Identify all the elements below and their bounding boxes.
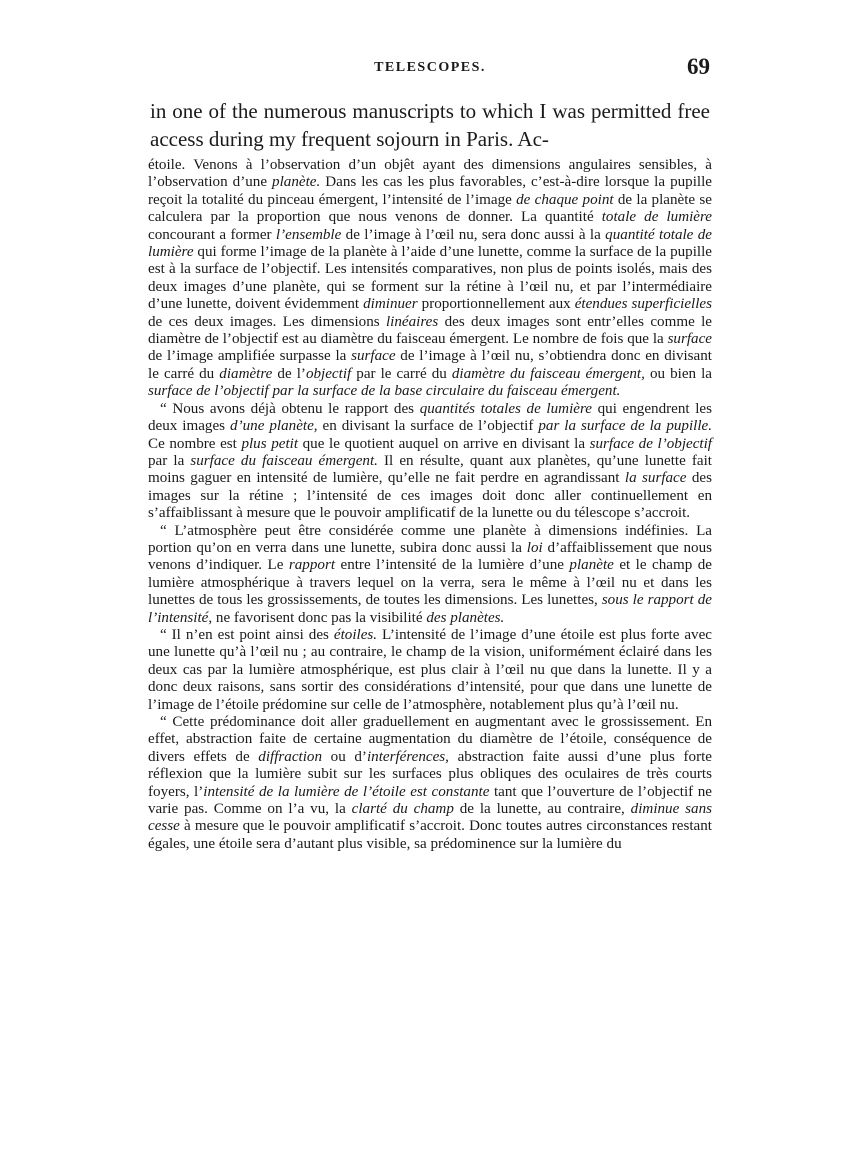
italic-text: planète. (272, 174, 321, 191)
text-run: Dans les cas les plus favorables, c’est-à-dire lorsque la pupille reçoit la totalité du pinceau émergent, l’intensité de l’image (148, 174, 712, 208)
page-number: 69 (687, 54, 710, 79)
quoted-french-text (148, 157, 712, 853)
paragraph (148, 401, 712, 523)
italic-text: linéaires (385, 313, 439, 330)
text-run: entre l’intensité de la lumière d’une (335, 557, 570, 574)
text-run: des images sur la rétine ; l’intensité de ces images doit donc aller continuellement en s’affaiblissant à mesure que le pouvoir amplificatif de la lunette ou du télescope s’accroit. (148, 470, 712, 522)
italic-text: plus petit (241, 435, 299, 452)
text-run: concourant a former (148, 226, 276, 243)
text-run: d’affaiblissement que nous venons d’indiquer. Le (148, 539, 712, 574)
italic-text: diminue sans cesse (148, 801, 712, 835)
text-run: de ces deux images. Les dimensions (148, 313, 386, 330)
italic-text: diminuer (363, 296, 418, 313)
text-run: ou d’ (322, 748, 367, 765)
text-run: étoile. Venons à l’observation d’un objêt ayant des dimensions angulaires sensibles, à l’observation d’une (148, 157, 712, 191)
intro-paragraph: in one of the numerous manuscripts to which I was permitted free access during my frequent sojourn in Paris. Ac- (150, 99, 710, 151)
italic-text: rapport (288, 557, 336, 574)
text-run: “ Il n’en est point ainsi des (160, 626, 334, 643)
italic-text: de chaque point (516, 191, 614, 208)
italic-text: diffraction (258, 748, 323, 765)
page-header (150, 54, 710, 86)
italic-text: objectif (305, 365, 352, 382)
italic-text: d’une planète, (230, 418, 318, 435)
text-run: par la (148, 452, 191, 469)
text-run: en divisant la surface de l’objectif (317, 418, 539, 435)
italic-text: surface de l’objectif (589, 435, 712, 452)
italic-text: loi (526, 539, 543, 556)
italic-text: clarté du champ (351, 801, 454, 818)
text-run: “ Nous avons déjà obtenu le rapport des (160, 400, 420, 417)
text-run: tant que l’ouverture de l’objectif ne varie pas. Comme on l’a vu, la (148, 783, 712, 818)
running-title: TELESCOPES. (374, 60, 486, 75)
text-run: de l’image à l’œil nu, s’obtiendra donc en divisant le carré du (148, 348, 712, 382)
text-run: de la planète se calculera par la proportion que nous venons de donner. La quantité (148, 191, 712, 226)
italic-text: surface de l’objectif par la surface de la base circulaire du faisceau émergent. (148, 383, 621, 400)
italic-text: totale de lumière (601, 209, 713, 226)
paragraph (148, 714, 712, 853)
italic-text: surface du faisceau émergent. (190, 452, 378, 469)
italic-text: quantités totales de lumière (419, 400, 592, 417)
italic-text: surface (351, 348, 396, 365)
text-run: L’intensité de l’image d’une étoile est plus forte avec une lunette qu’à l’œil nu ; au contraire, le champ de la vision, uniformément éclairé dans les deux cas par la lumière atmosphérique, est plus clair à l’œil nu que dans la lunette. Il y a donc deux raisons, sans sortir des considérations d’intensité, pour que dans une lunette de l’image de l’étoile prédomine sur celle de l’atmosphère, notablement plus qu’à l’œil nu. (148, 626, 712, 713)
text-run: à mesure que le pouvoir amplificatif s’accroit. Donc toutes autres circonstances restant égales, une étoile sera d’autant plus visible, sa prédominence sur la lumière du (148, 818, 712, 852)
italic-text: intensité de la lumière de l’étoile est constante (203, 783, 490, 800)
italic-text: la surface (624, 470, 687, 487)
text-run: par le carré du (351, 365, 452, 382)
text-run: des deux images sont entr’elles comme le diamètre de l’objectif est au diamètre du faisceau émergent. Le nombre de fois que la (148, 313, 712, 348)
paragraph (148, 523, 712, 627)
paragraph (148, 627, 712, 714)
text-run: “ L’atmosphère peut être considérée comme une planète à dimensions indéfinies. La portion qu’on en verra dans une lunette, subira donc aussi la (148, 522, 712, 556)
text-run: et le champ de lumière atmosphérique à travers lequel on la verra, sera le même à l’œil nu et dans les lunettes de tous les grossissements, de toutes les dimensions. Les lunettes, (148, 557, 712, 609)
text-run: de l’image à l’œil nu, sera donc aussi à la (341, 226, 606, 243)
italic-text: sous le rapport de l’intensité, (148, 592, 712, 626)
text-run: Ce nombre est (148, 435, 242, 452)
text-run: qui forme l’image de la planète à l’aide d’une lunette, comme la surface de la pupille est à la surface de l’objectif. Les intensités comparatives, non plus de points isolés, mais des deux images d’une planète, qui se forment sur la rétine à l’œil nu, et par l’intermédiaire d’une lunette, doivent évidemment (148, 244, 712, 313)
paragraph (148, 157, 712, 401)
italic-text: des planètes. (426, 609, 505, 626)
italic-text: étoiles. (333, 626, 378, 643)
italic-text: quantité totale de lumière (148, 226, 712, 261)
text-run: de la lunette, au contraire, (453, 801, 631, 818)
text-run: ou bien la (644, 365, 713, 382)
text-run: qui engendrent les deux images (148, 400, 712, 435)
italic-text: diamètre du faisceau émergent, (451, 365, 645, 382)
text-run: de l’image amplifiée surpasse la (148, 348, 352, 365)
italic-text: l’ensemble (275, 226, 342, 243)
italic-text: interférences, (366, 748, 449, 765)
italic-text: diamètre (219, 365, 273, 382)
text-run: de l’ (272, 365, 306, 382)
text-run: abstraction faite aussi d’une plus forte réflexion que la lumière subit sur les surfaces plus obliques des oculaires de très courts foyers, l’ (148, 748, 712, 800)
italic-text: planète (569, 557, 614, 574)
italic-text: par la surface de la pupille. (538, 418, 713, 435)
text-run: Il en résulte, quant aux planètes, qu’une lunette fait moins gaguer en intensité de lumière, qu’elle ne fait perdre en agrandissant (148, 452, 712, 487)
italic-text: surface (667, 331, 712, 348)
text-run: “ Cette prédominance doit aller graduellement en augmentant avec le grossissement. En effet, abstraction faite de certaine augmentation du diamètre de l’étoile, conséquence de divers effets de (148, 714, 712, 765)
text-run: que le quotient auquel on arrive en divisant la (298, 435, 590, 452)
text-run: proportionnellement aux (417, 296, 575, 313)
italic-text: étendues superficielles (574, 296, 712, 313)
text-run: ne favorisent donc pas la visibilité (212, 609, 427, 626)
